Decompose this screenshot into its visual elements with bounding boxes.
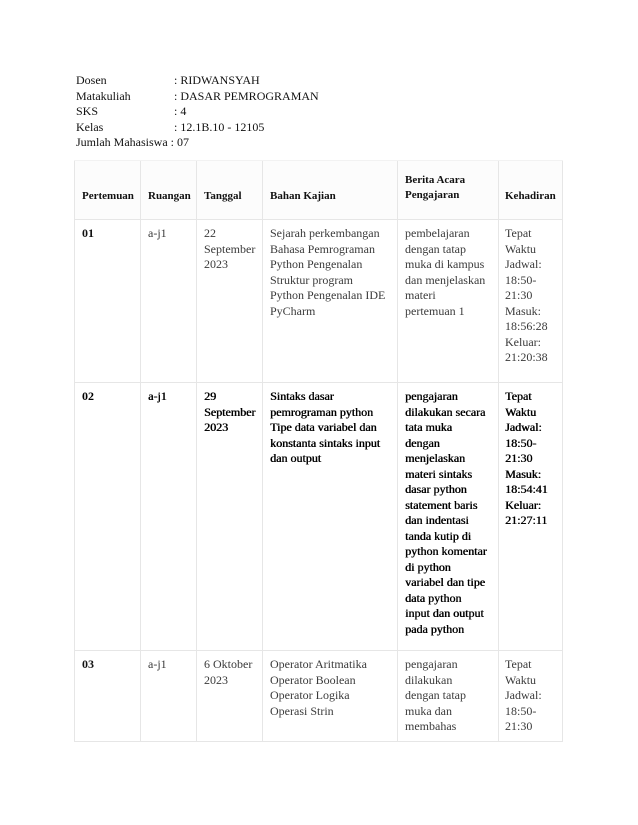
cell-pertemuan: 03	[74, 651, 141, 741]
table-row	[74, 651, 563, 742]
jumlah-value: : 07	[170, 135, 189, 149]
kelas-value: : 12.1B.10 - 12105	[174, 119, 265, 134]
kelas-label: Kelas	[76, 119, 104, 134]
info-row-jumlah	[76, 135, 319, 151]
jumlah-label: Jumlah Mahasiswa	[76, 135, 168, 149]
header-tanggal: Tanggal	[197, 161, 263, 219]
cell-bahan-kajian: Sejarah perkembangan Bahasa Pemrograman Python Pengenalan Struktur program Python Pengenalan IDE PyCharm	[263, 220, 398, 382]
cell-bahan-kajian: Operator Aritmatika Operator Boolean Operator Logika Operasi Strin	[263, 651, 398, 741]
table-header	[74, 160, 563, 220]
header-pertemuan: Pertemuan	[74, 161, 141, 219]
cell-pertemuan: 02	[74, 383, 141, 650]
header-bahan-kajian: Bahan Kajian	[263, 161, 398, 219]
info-row-kelas	[76, 120, 319, 136]
cell-pertemuan: 01	[74, 220, 141, 382]
course-info	[76, 73, 319, 151]
cell-kehadiran: Tepat Waktu Jadwal: 18:50- 21:30 Masuk: 18:56:28 Keluar: 21:20:38	[499, 220, 563, 382]
header-ruangan: Ruangan	[141, 161, 197, 219]
info-row-matakuliah	[76, 89, 319, 105]
info-row-sks	[76, 104, 319, 120]
table-row	[74, 220, 563, 383]
info-row-dosen	[76, 73, 319, 89]
cell-kehadiran: Tepat Waktu Jadwal: 18:50- 21:30 Masuk: 18:54:41 Keluar: 21:27:11	[499, 383, 563, 650]
sks-value: : 4	[174, 104, 187, 118]
cell-berita-acara: pengajaran dilakukan dengan tatap muka dan membahas	[398, 651, 499, 741]
matakuliah-value: : DASAR PEMROGRAMAN	[174, 88, 319, 103]
matakuliah-label: Matakuliah	[76, 88, 131, 103]
header-kehadiran: Kehadiran	[499, 161, 563, 219]
cell-berita-acara: pembelajaran dengan tatap muka di kampus dan menjelaskan materi pertemuan 1	[398, 220, 499, 382]
cell-ruangan: a-j1	[141, 383, 197, 650]
sks-label: SKS	[76, 104, 99, 118]
cell-tanggal: 29 September 2023	[197, 383, 263, 650]
cell-ruangan: a-j1	[141, 220, 197, 382]
table-row	[74, 383, 563, 651]
cell-tanggal: 22 September 2023	[197, 220, 263, 382]
cell-tanggal: 6 Oktober 2023	[197, 651, 263, 741]
cell-ruangan: a-j1	[141, 651, 197, 741]
dosen-label: Dosen	[76, 73, 107, 87]
header-berita-acara: Berita Acara Pengajaran	[398, 161, 499, 219]
cell-berita-acara: pengajaran dilakukan secara tata muka dengan menjelaskan materi sintaks dasar python statement baris dan indentasi tanda kutip di python komentar di python variabel dan tipe data python input dan output pada python	[398, 383, 499, 650]
attendance-table	[74, 160, 563, 742]
dosen-value: : RIDWANSYAH	[174, 73, 260, 87]
cell-kehadiran: Tepat Waktu Jadwal: 18:50- 21:30	[499, 651, 563, 741]
cell-bahan-kajian: Sintaks dasar pemrograman python Tipe data variabel dan konstanta sintaks input dan output	[263, 383, 398, 650]
